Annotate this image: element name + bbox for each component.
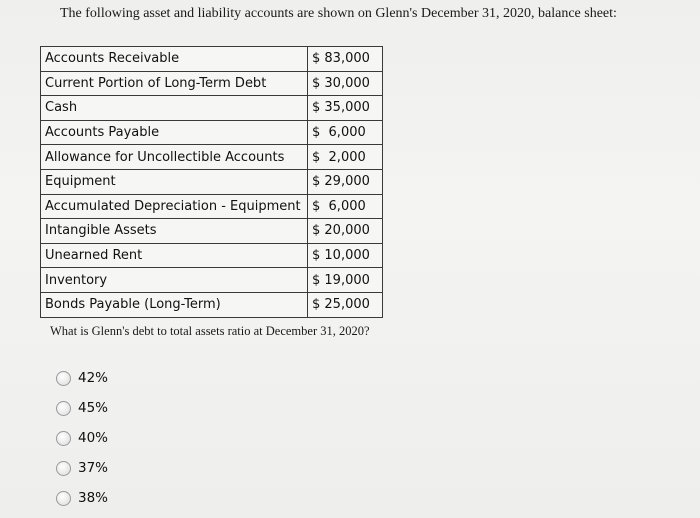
account-name: Intangible Assets bbox=[41, 219, 308, 244]
answer-option[interactable] bbox=[56, 483, 108, 513]
table-row bbox=[41, 194, 383, 219]
answer-option-label: 37% bbox=[78, 460, 109, 476]
answer-option[interactable] bbox=[56, 393, 108, 423]
account-amount: $ 29,000 bbox=[308, 169, 383, 194]
table-row bbox=[41, 243, 383, 268]
table-row bbox=[41, 292, 383, 317]
account-name: Unearned Rent bbox=[41, 243, 308, 268]
table-row bbox=[41, 47, 383, 72]
account-amount: $ 6,000 bbox=[308, 194, 383, 219]
table-row bbox=[41, 120, 383, 145]
account-amount: $ 25,000 bbox=[308, 292, 383, 317]
account-amount: $ 6,000 bbox=[308, 120, 383, 145]
table-row bbox=[41, 268, 383, 293]
account-amount: $ 83,000 bbox=[308, 47, 383, 72]
account-amount: $ 35,000 bbox=[308, 96, 383, 121]
answer-option-label: 40% bbox=[78, 430, 109, 446]
table-row bbox=[41, 219, 383, 244]
answer-option[interactable] bbox=[56, 423, 108, 453]
account-name: Allowance for Uncollectible Accounts bbox=[41, 145, 308, 170]
radio-button[interactable] bbox=[56, 461, 71, 476]
account-name: Accumulated Depreciation - Equipment bbox=[41, 194, 308, 219]
account-amount: $ 30,000 bbox=[308, 71, 383, 96]
account-amount: $ 10,000 bbox=[308, 243, 383, 268]
account-name: Inventory bbox=[41, 268, 308, 293]
account-name: Accounts Receivable bbox=[41, 47, 308, 72]
radio-button[interactable] bbox=[56, 401, 71, 416]
account-name: Equipment bbox=[41, 169, 308, 194]
accounts-table bbox=[40, 46, 383, 318]
radio-button[interactable] bbox=[56, 431, 71, 446]
table-row bbox=[41, 169, 383, 194]
table-row bbox=[41, 71, 383, 96]
table-row bbox=[41, 145, 383, 170]
question-text: What is Glenn's debt to total assets ratio at December 31, 2020? bbox=[50, 324, 370, 338]
account-name: Cash bbox=[41, 96, 308, 121]
radio-button[interactable] bbox=[56, 371, 71, 386]
radio-button[interactable] bbox=[56, 491, 71, 506]
account-amount: $ 20,000 bbox=[308, 219, 383, 244]
answer-option[interactable] bbox=[56, 453, 108, 483]
account-name: Current Portion of Long-Term Debt bbox=[41, 71, 308, 96]
answer-option-label: 42% bbox=[78, 370, 109, 386]
answer-option-label: 45% bbox=[78, 400, 109, 416]
answer-option[interactable] bbox=[56, 363, 108, 393]
intro-text: The following asset and liability accounts are shown on Glenn's December 31, 2020, balance sheet: bbox=[60, 6, 617, 21]
account-amount: $ 2,000 bbox=[308, 145, 383, 170]
answer-options bbox=[56, 363, 108, 513]
answer-option-label: 38% bbox=[78, 490, 109, 506]
account-name: Accounts Payable bbox=[41, 120, 308, 145]
account-name: Bonds Payable (Long-Term) bbox=[41, 292, 308, 317]
account-amount: $ 19,000 bbox=[308, 268, 383, 293]
table-row bbox=[41, 96, 383, 121]
